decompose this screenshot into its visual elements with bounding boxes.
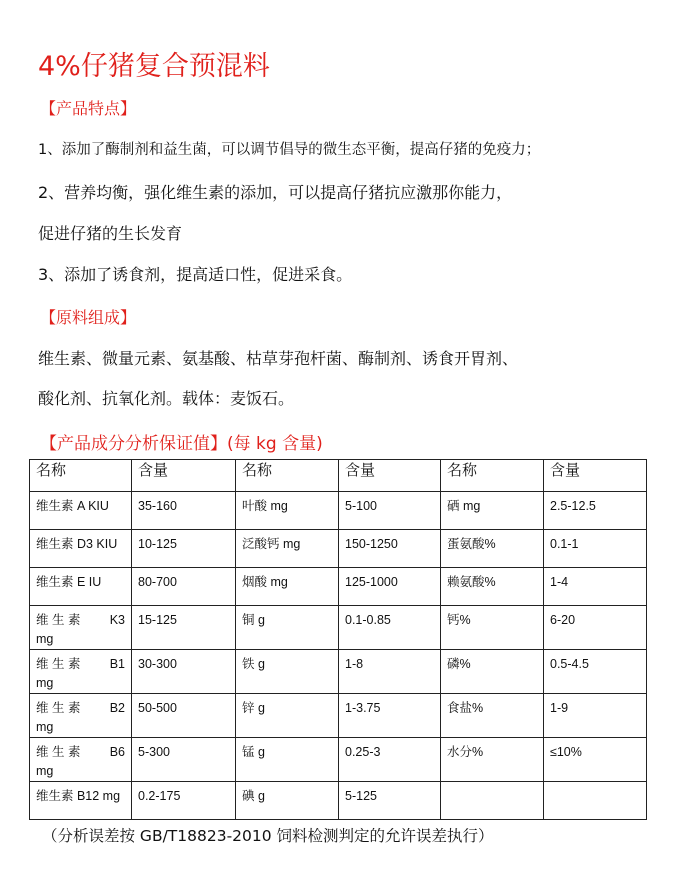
feature-line-2: 2、营养均衡，强化维生素的添加，可以提高仔猪抗应激那你能力， [38,183,513,202]
nutrient-unit: mg [36,676,54,690]
table-row [30,606,647,650]
nutrient-value: 0.25-3 [345,745,381,759]
nutrient-unit: mg [36,764,54,778]
nutrient-name: 烟酸 mg [242,575,288,589]
nutrient-value: 35-160 [138,499,177,513]
table-row [30,738,647,782]
nutrient-code: B6 [109,745,125,759]
nutrient-value: 1-9 [550,701,569,715]
nutrient-value: 50-500 [138,701,177,715]
analysis-footnote: （分析误差按 GB/T18823-2010 饲料检测判定的允许误差执行） [42,827,494,845]
feature-line-3: 促进仔猪的生长发育 [38,224,183,243]
nutrient-name: 维 生 素 [36,613,81,627]
nutrient-value: 0.2-175 [138,789,181,803]
nutrient-name: 维生素 D3 KIU [36,537,118,551]
header-name-3: 名称 [441,460,544,492]
header-name-1: 名称 [30,460,132,492]
nutrient-unit: mg [36,720,54,734]
feature-line-4: 3、添加了诱食剂，提高适口性，促进采食。 [38,265,353,284]
nutrient-name: 磷% [447,657,471,671]
nutrient-name: 铁 g [242,657,265,671]
nutrient-name: 铜 g [242,613,265,627]
nutrient-name: 维生素 B12 mg [36,789,121,803]
nutrient-name: 维 生 素 [36,701,81,715]
nutrient-value: 0.1-1 [550,537,579,551]
table-row [30,782,647,820]
nutrient-name: 钙% [447,613,471,627]
nutrient-value: 1-4 [550,575,569,589]
nutrient-code: B2 [109,701,125,715]
nutrient-name: 食盐% [447,701,484,715]
nutrient-name: 叶酸 mg [242,499,288,513]
ingredients-line-2: 酸化剂、抗氧化剂。载体：麦饭石。 [38,389,295,408]
feature-line-1: 1、添加了酶制剂和益生菌，可以调节倡导的微生态平衡，提高仔猪的免疫力； [38,142,541,158]
nutrient-name: 硒 mg [447,499,481,513]
nutrient-value: 10-125 [138,537,177,551]
table-row [30,694,647,738]
nutrient-value: 5-100 [345,499,377,513]
header-content-2: 含量 [339,460,441,492]
nutrient-value: 1-3.75 [345,701,381,715]
nutrient-name: 维 生 素 [36,657,81,671]
ingredients-line-1: 维生素、微量元素、氨基酸、枯草芽孢杆菌、酶制剂、诱食开胃剂、 [38,349,519,368]
nutrient-code: K3 [109,613,125,627]
nutrient-name: 蛋氨酸% [447,537,496,551]
table-row [30,650,647,694]
nutrient-value: 150-1250 [345,537,398,551]
nutrient-name: 维生素 A KIU [36,499,109,513]
table-header-row [30,460,647,492]
nutrient-name: 锌 g [242,701,265,715]
product-title: 4%仔猪复合预混料 [38,51,270,82]
nutrient-value: 0.5-4.5 [550,657,589,671]
analysis-table [29,459,647,820]
nutrient-name: 维生素 E IU [36,575,102,589]
nutrient-value: 5-300 [138,745,170,759]
ingredients-heading: 【原料组成】 [40,308,137,327]
nutrient-value: 0.1-0.85 [345,613,391,627]
header-name-2: 名称 [236,460,339,492]
nutrient-value [550,782,646,787]
nutrient-name: 碘 g [242,789,265,803]
features-heading: 【产品特点】 [40,99,137,118]
nutrient-name: 锰 g [242,745,265,759]
nutrient-name [447,782,543,787]
nutrient-value: 80-700 [138,575,177,589]
table-row [30,492,647,530]
nutrient-code: B1 [109,657,125,671]
nutrient-unit: mg [36,632,54,646]
header-content-3: 含量 [544,460,647,492]
nutrient-name: 泛酸钙 mg [242,537,301,551]
nutrient-value: 1-8 [345,657,364,671]
nutrient-name: 赖氨酸% [447,575,496,589]
table-row [30,568,647,606]
nutrient-value: 15-125 [138,613,177,627]
nutrient-value: 30-300 [138,657,177,671]
nutrient-value: 2.5-12.5 [550,499,596,513]
nutrient-value: 125-1000 [345,575,398,589]
nutrient-value: 6-20 [550,613,576,627]
analysis-heading: 【产品成分分析保证值】(每 kg 含量) [40,434,323,454]
table-row [30,530,647,568]
nutrient-value: 5-125 [345,789,377,803]
nutrient-value: ≤10% [550,745,582,759]
header-content-1: 含量 [132,460,236,492]
nutrient-name: 维 生 素 [36,745,81,759]
nutrient-name: 水分% [447,745,484,759]
